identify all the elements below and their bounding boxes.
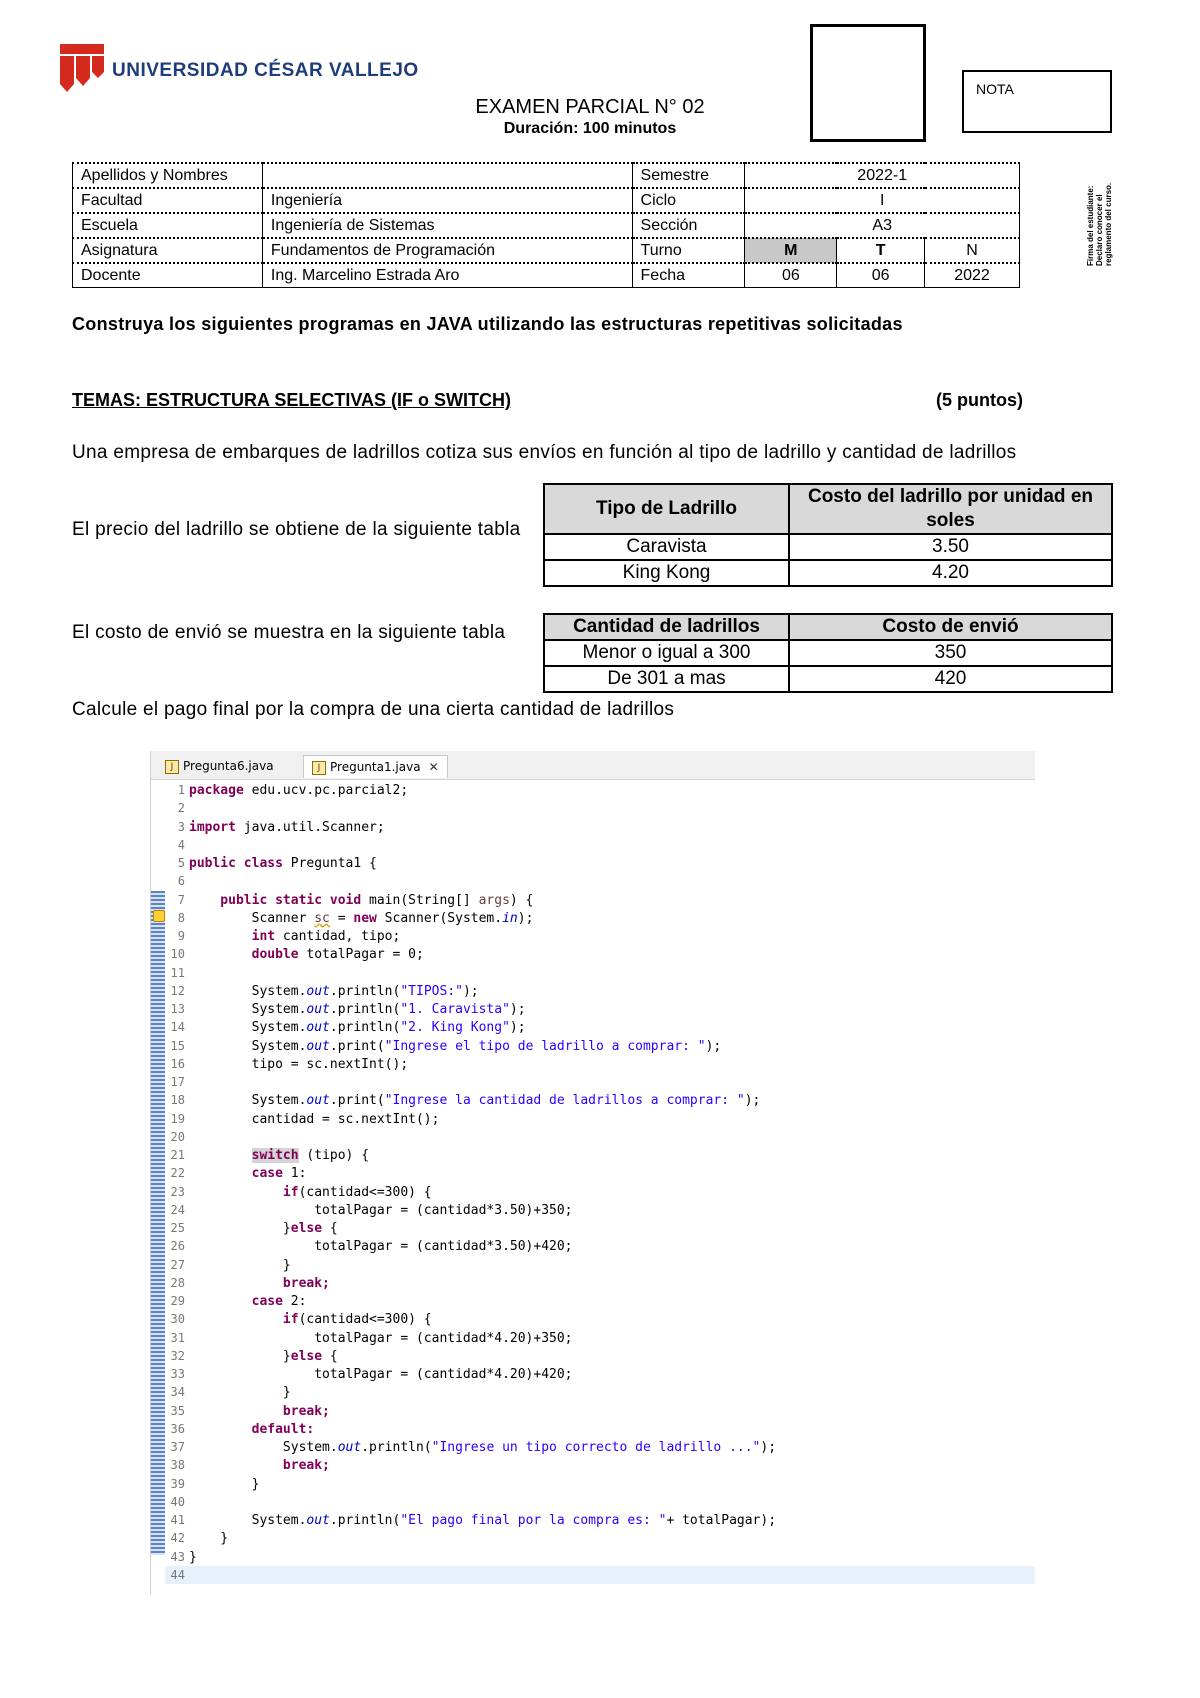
code-line: 12 System.out.println("TIPOS:"); (170, 983, 479, 999)
table-header-row (544, 484, 1112, 534)
code-line: 10 double totalPagar = 0; (170, 947, 424, 963)
java-file-icon: J (165, 760, 179, 774)
code-line: 2 (177, 801, 185, 816)
instruction-text: Construya los siguientes programas en JAVA utilizando las estructuras repetitivas solicitadas (72, 314, 903, 334)
tab-pregunta6[interactable] (157, 755, 282, 777)
code-line: 33 totalPagar = (cantidad*4.20)+420; (170, 1367, 573, 1382)
code-line: 6 (177, 874, 185, 889)
task-paragraph: Calcule el pago final por la compra de una cierta cantidad de ladrillos (72, 699, 675, 720)
table-cell: Caravista (544, 534, 789, 560)
change-ruler (151, 891, 165, 1555)
code-line: 3 import java.util.Scanner; (177, 819, 385, 835)
grade-box (962, 70, 1112, 133)
info-value: 2022-1 (745, 163, 1020, 188)
date-year: 2022 (925, 263, 1020, 288)
theme-points: (5 puntos) (936, 390, 1023, 410)
column-header: Cantidad de ladrillos (544, 614, 789, 640)
turno-m: M (745, 238, 837, 263)
table-row (544, 534, 1112, 560)
info-label: Escuela (73, 213, 263, 238)
info-value (262, 163, 632, 188)
info-label: Facultad (73, 188, 263, 213)
code-line: 36 default: (170, 1421, 315, 1437)
price-paragraph: El precio del ladrillo se obtiene de la siguiente tabla (72, 519, 521, 540)
code-line: 11 (170, 965, 185, 980)
java-file-icon: J (312, 761, 326, 775)
code-line: 20 (170, 1129, 185, 1144)
code-line: 37 System.out.println("Ingrese un tipo correcto de ladrillo ..."); (170, 1440, 777, 1455)
code-area[interactable] (165, 781, 1035, 1584)
table-header-row (544, 614, 1112, 640)
code-line: 17 (170, 1075, 185, 1089)
info-label: Sección (632, 213, 745, 238)
code-line: 28 break; (170, 1275, 330, 1291)
table-row (73, 213, 1020, 238)
code-line: 1 package edu.ucv.pc.parcial2; (177, 783, 409, 798)
code-line: 39 } (170, 1476, 260, 1492)
turno-t: T (837, 238, 925, 263)
shipping-cost-table (543, 613, 1113, 693)
student-info-table (72, 162, 1020, 288)
tab-label: Pregunta6.java (183, 759, 274, 773)
university-name: UNIVERSIDAD CÉSAR VALLEJO (112, 60, 419, 81)
code-line: 4 (177, 837, 185, 852)
editor-tab-bar (151, 751, 1035, 780)
table-row (73, 263, 1020, 288)
info-label: Asignatura (73, 238, 263, 263)
table-row (544, 560, 1112, 586)
code-line-current: 44 (165, 1566, 1035, 1584)
code-line: 19 cantidad = sc.nextInt(); (170, 1111, 440, 1127)
code-line: 24 totalPagar = (cantidad*3.50)+350; (170, 1202, 573, 1218)
code-line: 18 System.out.print("Ingrese la cantidad de ladrillos a comprar: "); (170, 1093, 761, 1109)
column-header: Tipo de Ladrillo (544, 484, 789, 534)
code-line: 43 } (170, 1549, 197, 1565)
tab-pregunta1[interactable] (303, 755, 448, 778)
code-line: 38 break; (170, 1458, 330, 1474)
table-cell: 3.50 (789, 534, 1112, 560)
code-line: 23 if(cantidad<=300) { (170, 1184, 432, 1200)
photo-box (810, 24, 926, 142)
table-cell: Menor o igual a 300 (544, 640, 789, 666)
info-value: Ingeniería de Sistemas (262, 213, 632, 238)
brick-price-table (543, 483, 1113, 587)
code-line: 30 if(cantidad<=300) { (170, 1312, 432, 1328)
grade-label: NOTA (976, 81, 1014, 97)
turno-n: N (925, 238, 1020, 263)
column-header: Costo de envió (789, 614, 1112, 640)
code-line: 27 } (170, 1257, 291, 1273)
exam-duration: Duración: 100 minutos (503, 120, 677, 137)
info-value: I (745, 188, 1020, 213)
code-line: 14 System.out.println("2. King Kong"); (170, 1020, 526, 1036)
exam-title: EXAMEN PARCIAL N° 02 (475, 96, 705, 118)
close-icon[interactable]: ✕ (428, 760, 439, 774)
info-label: Docente (73, 263, 263, 288)
code-editor-screenshot (150, 751, 1035, 1594)
info-value: Ingeniería (262, 188, 632, 213)
info-value: A3 (745, 213, 1020, 238)
shipping-paragraph: El costo de envió se muestra en la siguiente tabla (72, 622, 506, 643)
column-header: Costo del ladrillo por unidad en soles (789, 484, 1112, 534)
code-line: 29 case 2: (170, 1294, 307, 1309)
code-line: 40 (170, 1494, 185, 1509)
code-line: 26 totalPagar = (cantidad*3.50)+420; (170, 1239, 573, 1255)
table-row (544, 640, 1112, 666)
theme-title: TEMAS: ESTRUCTURA SELECTIVAS (IF o SWITCH) (72, 390, 511, 410)
university-logo-icon (60, 44, 104, 92)
table-cell: 4.20 (789, 560, 1112, 586)
code-line: 31 totalPagar = (cantidad*4.20)+350; (170, 1330, 573, 1346)
info-label: Fecha (632, 263, 745, 288)
date-month: 06 (837, 263, 925, 288)
table-row (73, 163, 1020, 188)
code-line: 16 tipo = sc.nextInt(); (170, 1056, 409, 1072)
code-line: 22 case 1: (170, 1166, 307, 1182)
tab-label: Pregunta1.java (330, 760, 421, 774)
info-label: Turno (632, 238, 745, 263)
code-line: 35 break; (170, 1403, 330, 1419)
info-label: Apellidos y Nombres (73, 163, 263, 188)
code-line: 15 System.out.print("Ingrese el tipo de ladrillo a comprar: "); (170, 1038, 722, 1054)
table-cell: 420 (789, 666, 1112, 692)
table-cell: De 301 a mas (544, 666, 789, 692)
code-line: 25 }else { (170, 1221, 338, 1236)
table-row (73, 238, 1020, 263)
code-line: 42 } (170, 1531, 229, 1547)
code-line: 8 Scanner sc = new Scanner(System.in); (177, 910, 534, 926)
table-cell: 350 (789, 640, 1112, 666)
info-label: Semestre (632, 163, 745, 188)
code-line: 34 } (170, 1385, 291, 1401)
code-line: 32 }else { (170, 1348, 338, 1364)
table-row (544, 666, 1112, 692)
vertical-signature-note: Firma del estudiante: Declaro conocer el reglamento del curso. (1086, 182, 1113, 266)
problem-paragraph: Una empresa de embarques de ladrillos cotiza sus envíos en función al tipo de ladrillo y cantidad de ladrillos (72, 442, 1017, 463)
code-line: 41 System.out.println("El pago final por la compra es: "+ totalPagar); (170, 1513, 777, 1528)
info-label: Ciclo (632, 188, 745, 213)
code-line: 5 public class Pregunta1 { (177, 856, 377, 871)
code-line: 13 System.out.println("1. Caravista"); (170, 1002, 526, 1017)
code-line: 9 int cantidad, tipo; (177, 929, 401, 944)
date-day: 06 (745, 263, 837, 288)
table-row (73, 188, 1020, 213)
info-value: Ing. Marcelino Estrada Aro (262, 263, 632, 288)
code-line: 21 switch (tipo) { (170, 1148, 370, 1163)
code-line: 7 public static void main(String[] args) { (177, 892, 534, 908)
table-cell: King Kong (544, 560, 789, 586)
warning-icon (153, 910, 165, 922)
info-value: Fundamentos de Programación (262, 238, 632, 263)
